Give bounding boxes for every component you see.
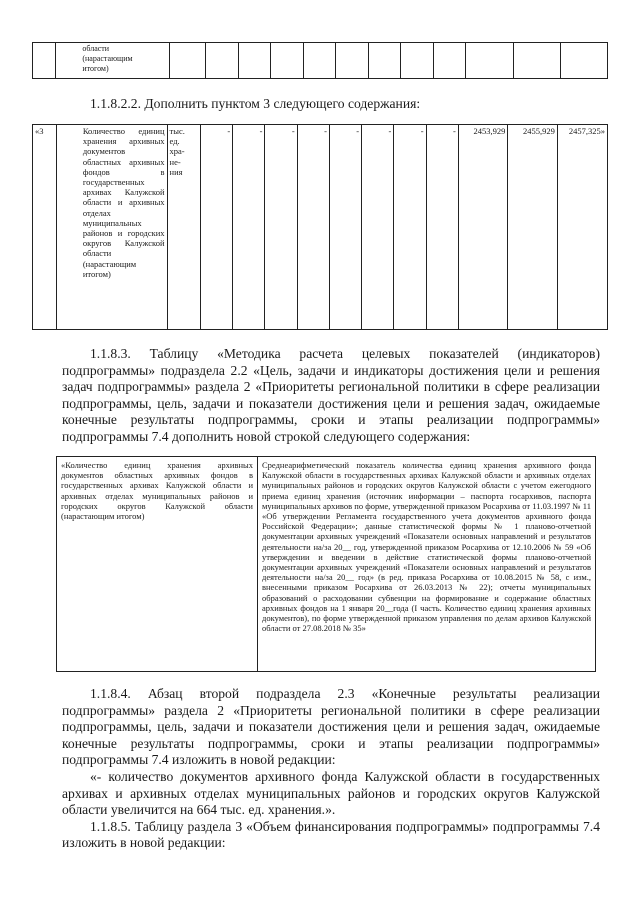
top-cell <box>336 43 369 79</box>
row3-value: 2457,325» <box>557 125 607 330</box>
top-cell <box>401 43 434 79</box>
top-cell <box>466 43 513 79</box>
row3-dash: - <box>201 125 233 330</box>
method-description: Среднеарифметический показатель количества единиц хранения архивного фонда Калужской области в государственных архивах Калужской области и архивных отделах муниципальных районов и городских округов Калужской области с учетом ежегодного приема единиц хранения (источник информации – паспорта госархивов, паспорта муниципальных архивов по форме, утвержденной приказом Росархива от 11.03.1997 № 11 «Об утверждении Регламента государственного учета документов архивного фонда Российской Федерации»; данные статистической формы № 1 планово-отчетной документации архивных учреждений «Показатели основных направлений и результатов деятельности на/за 20__ год, утвержденной приказом Росархива от 12.10.2006 № 59 «Об утверждении и введении в действие статистической формы планово-отчетной документации архивных учреждений «Показатели основных направлений и результатов деятельности на/за 20__ год» (в ред. приказа Росархива от 10.08.2015 № 58, с изм., внесенными приказом Росархива от 26.03.2013 № 22); отчеты муниципальных образований о расходовании субвенции на формирование и содержание областных архивных фондов на 1 января 20__года (I часть. Количество единиц хранения архивных документов), по форме утвержденной приказом управления по делам архивов Калужской области от 27.08.2018 № 35» <box>258 457 596 672</box>
unit-line: ед. <box>169 136 180 147</box>
row3-dash: - <box>394 125 426 330</box>
top-cell <box>433 43 466 79</box>
paragraph-quote: «- количество документов архивного фонда Калужской области в государственных архивах и архивных отделах муниципальных районов и городских округов Калужской области увеличится на 664 тыс. ед. хранения.». <box>62 768 600 818</box>
top-cell-num <box>33 43 56 79</box>
unit-line: хра- <box>169 146 185 157</box>
row3-name: Количество единиц хранения архивных документов областных архивных фондов в государственных архивах Калужской области и архивных отделах муниципальных районов и городских округов Калужской области (нарастающим итогом) <box>56 125 167 330</box>
row3-value: 2455,929 <box>508 125 558 330</box>
paragraph-1-1-8-3 <box>62 346 600 446</box>
top-cell <box>238 43 271 79</box>
paragraph-text: 1.1.8.5. Таблицу раздела 3 «Объем финансирования подпрограммы» подпрограммы 7.4 изложить в новой редакции: <box>62 818 600 851</box>
paragraph-1-1-8-4 <box>62 686 600 852</box>
row3-dash: - <box>362 125 394 330</box>
row3-dash: - <box>265 125 297 330</box>
row3-dash: - <box>233 125 265 330</box>
top-cell <box>513 43 560 79</box>
top-cell <box>271 43 304 79</box>
unit-line: тыс. <box>169 126 185 136</box>
top-cell <box>560 43 607 79</box>
paragraph-1-1-8-2-2 <box>62 96 600 113</box>
row3-value: 2453,929 <box>458 125 508 330</box>
top-label-line: итогом) <box>82 64 109 73</box>
method-indicator-name: «Количество единиц хранения архивных документов областных архивных фондов в государственных архивах Калужской области и архивных отделах муниципальных районов и городских округов Калужской области (нарастающим итогом) <box>57 457 258 672</box>
top-table-fragment <box>32 42 608 79</box>
top-cell-label <box>56 43 170 79</box>
top-label-line: (нарастающим <box>82 54 133 63</box>
indicator-row-3-table <box>32 124 608 330</box>
row3-dash: - <box>297 125 329 330</box>
paragraph-text: 1.1.8.2.2. Дополнить пунктом 3 следующего содержания: <box>90 96 421 111</box>
top-cell <box>170 43 206 79</box>
methodology-table <box>56 456 596 672</box>
top-cell <box>303 43 336 79</box>
top-cell <box>368 43 401 79</box>
top-cell <box>206 43 239 79</box>
top-label-line: области <box>82 44 110 53</box>
row3-num: «3 <box>33 125 57 330</box>
row3-dash: - <box>329 125 361 330</box>
row3-unit <box>167 125 201 330</box>
row3-dash: - <box>426 125 458 330</box>
paragraph-text: 1.1.8.3. Таблицу «Методика расчета целевых показателей (индикаторов) подпрограммы» подраздела 2.2 «Цель, задачи и индикаторы достижения цели и решения задач подпрограммы» раздела 2 «Приоритеты региональной политики в сфере реализации подпрограммы, цель, задачи и показатели достижения цели и решения задач, ожидаемые конечные результаты подпрограммы, сроки и этапы реализации подпрограммы» подпрограммы 7.4 дополнить новой строкой следующего содержания: <box>62 346 600 444</box>
paragraph-text: 1.1.8.4. Абзац второй подраздела 2.3 «Конечные результаты реализации подпрограммы» раздела 2 «Приоритеты региональной политики в сфере реализации подпрограммы, цель, задачи и показатели достижения цели и решения задач, ожидаемые конечные результаты подпрограммы, сроки и этапы реализации подпрограммы» подпрограммы 7.4 изложить в новой редакции: <box>62 686 600 768</box>
unit-line: ния <box>169 166 183 177</box>
unit-line: не- <box>169 156 181 167</box>
